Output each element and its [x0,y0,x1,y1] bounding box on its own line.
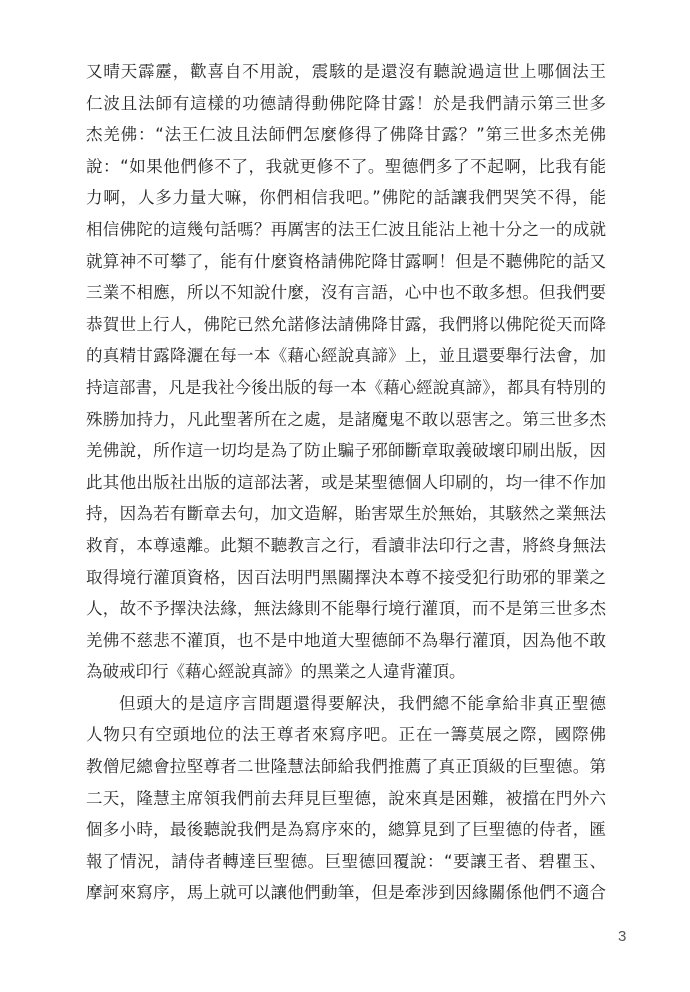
paragraph-1 [86,56,606,688]
text-line: 報了情況，請侍者轉達巨聖德。巨聖德回覆說：“要讓王者、碧瞿玉、 [86,851,606,871]
text-line: 救育，本尊遠離。此類不聽教言之行，看讀非法印行之書，將終身無法 [86,535,606,555]
text-line: 羌佛說，所作這一切均是為了防止騙子邪師斷章取義破壞印刷出版，因 [86,441,606,461]
paragraph-2 [86,688,606,909]
text-line: 人物只有空頭地位的法王尊者來寫序吧。正在一籌莫展之際，國際佛 [86,725,606,745]
text-line: 但頭大的是這序言問題還得要解決，我們總不能拿給非真正聖德 [119,693,606,713]
text-line: 此其他出版社出版的這部法著，或是某聖德個人印刷的，均一律不作加 [86,472,606,492]
text-line: 取得境行灌頂資格，因百法明門黑關擇決本尊不接受犯行助邪的罪業之 [86,567,606,587]
text-line: 二天，隆慧主席領我們前去拜見巨聖德，說來真是困難，被擋在門外六 [86,788,606,808]
text-line: 持這部書，凡是我社今後出版的每一本《藉心經說真諦》，都具有特別的 [86,377,606,397]
page-number: 3 [618,928,627,945]
text-line: 個多小時，最後聽說我們是為寫序來的，總算見到了巨聖德的侍者，匯 [86,820,606,840]
text-line: 就算神不可攀了，能有什麼資格請佛陀降甘露啊！但是不聽佛陀的話又 [86,251,606,271]
text-line: 三業不相應，所以不知說什麼，沒有言語，心中也不敢多想。但我們要 [86,283,606,303]
text-line: 羌佛不慈悲不灌頂，也不是中地道大聖德師不為舉行灌頂，因為他不敢 [86,630,606,650]
text-line: 人，故不予擇決法緣，無法緣則不能舉行境行灌頂，而不是第三世多杰 [86,599,606,619]
text-line: 相信佛陀的這幾句話嗎？再厲害的法王仁波且能沾上祂十分之一的成就 [86,219,606,239]
text-line: 的真精甘露降灑在每一本《藉心經說真諦》上，並且還要舉行法會，加 [86,346,606,366]
text-line: 杰羌佛：“法王仁波且法師們怎麼修得了佛降甘露？”第三世多杰羌佛 [86,125,606,145]
text-line: 說：“如果他們修不了，我就更修不了。聖德們多了不起啊，比我有能 [86,156,606,176]
text-line: 仁波且法師有這樣的功德請得動佛陀降甘露！於是我們請示第三世多 [86,93,606,113]
text-line: 持，因為若有斷章去句，加文造解，貽害眾生於無始，其駭然之業無法 [86,504,606,524]
body-text [86,56,606,909]
text-line: 又晴天霹靂，歡喜自不用說，震駭的是還沒有聽說過這世上哪個法王 [86,62,606,81]
text-line: 教僧尼總會拉堅尊者二世隆慧法師給我們推薦了真正頂級的巨聖德。第 [86,757,606,777]
text-line: 摩訶來寫序，馬上就可以讓他們動筆，但是牽涉到因緣關係他們不適合 [86,883,606,903]
text-line: 為破戒印行《藉心經說真諦》的黑業之人違背灌頂。 [86,662,466,682]
text-line: 殊勝加持力，凡此聖著所在之處，是諸魔鬼不敢以惡害之。第三世多杰 [86,409,606,429]
text-line: 力啊，人多力量大嘛，你們相信我吧。”佛陀的話讓我們哭笑不得，能 [86,188,606,208]
text-line: 恭賀世上行人，佛陀已然允諾修法請佛降甘露，我們將以佛陀從天而降 [86,314,606,334]
